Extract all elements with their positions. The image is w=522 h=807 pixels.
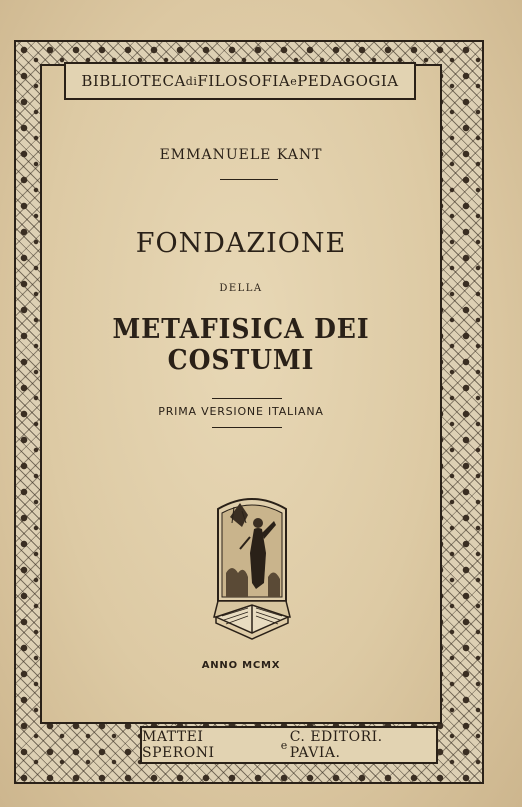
author-name: EMMANUELE KANT — [159, 147, 323, 163]
title-line-1: FONDAZIONE — [135, 228, 347, 259]
publisher-name: MATTEI SPERONI — [142, 729, 215, 761]
publication-year: ANNO MCMX — [201, 660, 281, 671]
publisher-connector: e — [280, 738, 288, 752]
allegorical-emblem-icon — [212, 493, 292, 641]
series-word-1: BIBLIOTECA — [81, 72, 186, 90]
series-connector-1: di — [185, 74, 198, 88]
title-connector: DELLA — [219, 283, 263, 294]
edition-note: PRIMA VERSIONE ITALIANA — [158, 405, 324, 418]
version-rule-top — [212, 398, 282, 399]
series-plaque — [64, 62, 416, 100]
series-word-2: FILOSOFIA — [197, 72, 291, 90]
author-rule — [220, 179, 278, 180]
series-word-3: PEDAGOGIA — [297, 72, 399, 90]
publisher-plaque — [140, 726, 438, 764]
title-line-2: METAFISICA DEI COSTUMI — [112, 314, 370, 376]
publisher-city: C. EDITORI. PAVIA. — [289, 729, 383, 761]
series-connector-2: e — [290, 74, 298, 88]
version-rule-bottom — [212, 427, 282, 428]
